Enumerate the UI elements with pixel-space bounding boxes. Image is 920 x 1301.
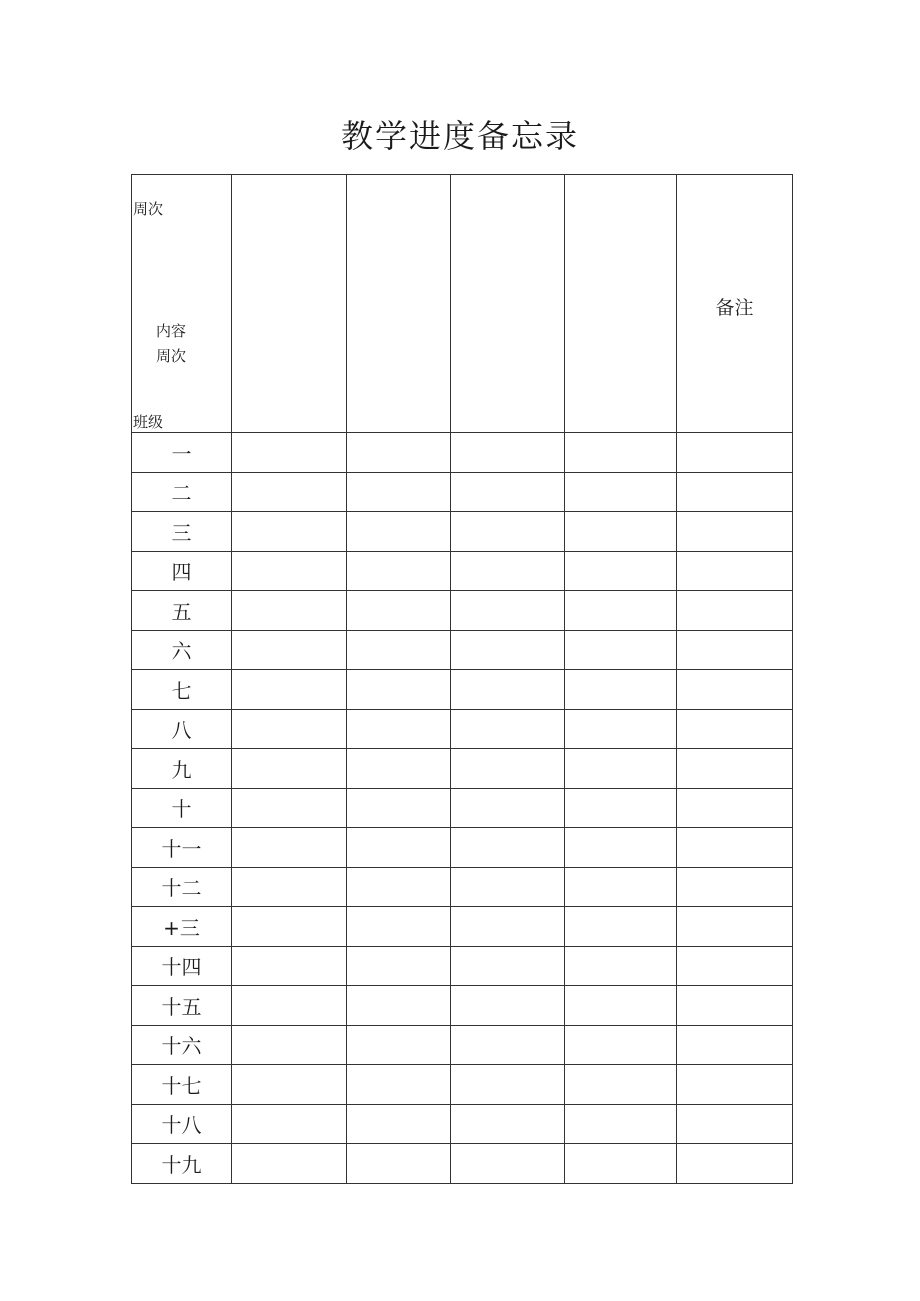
table-row (132, 946, 793, 986)
week-label-cell: 十 (132, 788, 232, 828)
content-cell[interactable] (565, 788, 677, 828)
content-cell[interactable] (232, 433, 347, 473)
content-cell[interactable] (347, 1065, 451, 1105)
remarks-cell[interactable] (677, 986, 793, 1026)
week-label-cell: 十五 (132, 986, 232, 1026)
table-row (132, 986, 793, 1026)
week-label-cell: 十七 (132, 1065, 232, 1105)
header-cell[interactable] (232, 175, 347, 433)
week-label-cell: 十一 (132, 828, 232, 868)
table-row (132, 1025, 793, 1065)
remarks-cell[interactable] (677, 907, 793, 947)
content-cell[interactable] (232, 867, 347, 907)
content-cell[interactable] (451, 670, 565, 710)
content-cell[interactable] (347, 867, 451, 907)
content-cell[interactable] (232, 828, 347, 868)
table-row (132, 1144, 793, 1184)
week-label-cell: 七 (132, 670, 232, 710)
content-cell[interactable] (565, 828, 677, 868)
week-label-cell: 四 (132, 551, 232, 591)
content-cell[interactable] (232, 1104, 347, 1144)
header-cell[interactable] (347, 175, 451, 433)
content-cell[interactable] (347, 709, 451, 749)
corner-label-class: 班级 (133, 413, 164, 431)
header-cell[interactable] (565, 175, 677, 433)
remarks-cell[interactable] (677, 1144, 793, 1184)
remarks-label: 备注 (715, 297, 754, 319)
content-cell[interactable] (347, 788, 451, 828)
content-cell[interactable] (232, 630, 347, 670)
content-cell[interactable] (565, 1065, 677, 1105)
content-cell[interactable] (565, 433, 677, 473)
remarks-cell[interactable] (677, 867, 793, 907)
remarks-cell[interactable] (677, 788, 793, 828)
content-cell[interactable] (451, 1065, 565, 1105)
content-cell[interactable] (565, 1025, 677, 1065)
content-cell[interactable] (347, 551, 451, 591)
content-cell[interactable] (347, 907, 451, 947)
content-cell[interactable] (232, 512, 347, 552)
content-cell[interactable] (347, 472, 451, 512)
remarks-cell[interactable] (677, 630, 793, 670)
content-cell[interactable] (232, 907, 347, 947)
content-cell[interactable] (565, 709, 677, 749)
remarks-cell[interactable] (677, 749, 793, 789)
week-label-cell: 二 (132, 472, 232, 512)
remarks-cell[interactable] (677, 1065, 793, 1105)
table-row (132, 630, 793, 670)
content-cell[interactable] (451, 867, 565, 907)
week-label-cell: 三 (132, 512, 232, 552)
table-row (132, 1104, 793, 1144)
page-title: 教学进度备忘录 (340, 117, 579, 155)
content-cell[interactable] (565, 670, 677, 710)
content-cell[interactable] (347, 670, 451, 710)
content-cell[interactable] (451, 828, 565, 868)
week-label-cell: 一 (132, 433, 232, 473)
corner-header-cell (132, 175, 232, 433)
remarks-cell[interactable] (677, 670, 793, 710)
table-row (132, 670, 793, 710)
remarks-cell[interactable] (677, 433, 793, 473)
table-row (132, 433, 793, 473)
content-cell[interactable] (451, 749, 565, 789)
table-row (132, 828, 793, 868)
content-cell[interactable] (565, 1104, 677, 1144)
remarks-cell[interactable] (677, 512, 793, 552)
week-label-cell: 十六 (132, 1025, 232, 1065)
content-cell[interactable] (232, 670, 347, 710)
content-cell[interactable] (347, 591, 451, 631)
content-cell[interactable] (451, 591, 565, 631)
content-cell[interactable] (232, 1144, 347, 1184)
remarks-cell[interactable] (677, 946, 793, 986)
content-cell[interactable] (232, 749, 347, 789)
week-label-cell: 十四 (132, 946, 232, 986)
corner-label-content: 内容 (156, 322, 187, 340)
corner-label-week: 周次 (133, 200, 164, 218)
content-cell[interactable] (451, 1025, 565, 1065)
content-cell[interactable] (565, 867, 677, 907)
content-cell[interactable] (451, 946, 565, 986)
content-cell[interactable] (347, 1144, 451, 1184)
content-cell[interactable] (451, 907, 565, 947)
header-cell[interactable] (451, 175, 565, 433)
remarks-header-cell (677, 175, 793, 433)
content-cell[interactable] (451, 986, 565, 1026)
table-row (132, 591, 793, 631)
content-cell[interactable] (565, 1144, 677, 1184)
content-cell[interactable] (565, 591, 677, 631)
table-header-row (132, 175, 793, 433)
corner-label-week-2: 周次 (156, 347, 187, 365)
remarks-cell[interactable] (677, 551, 793, 591)
content-cell[interactable] (565, 472, 677, 512)
remarks-cell[interactable] (677, 591, 793, 631)
content-cell[interactable] (451, 1144, 565, 1184)
table-row (132, 512, 793, 552)
remarks-cell[interactable] (677, 1104, 793, 1144)
content-cell[interactable] (232, 946, 347, 986)
content-cell[interactable] (347, 946, 451, 986)
content-cell[interactable] (232, 788, 347, 828)
content-cell[interactable] (232, 591, 347, 631)
table-row (132, 867, 793, 907)
content-cell[interactable] (347, 986, 451, 1026)
table-row (132, 1065, 793, 1105)
table-row (132, 472, 793, 512)
content-cell[interactable] (232, 986, 347, 1026)
content-cell[interactable] (451, 551, 565, 591)
content-cell[interactable] (565, 749, 677, 789)
content-cell[interactable] (451, 1104, 565, 1144)
content-cell[interactable] (232, 709, 347, 749)
content-cell[interactable] (347, 749, 451, 789)
content-cell[interactable] (565, 551, 677, 591)
table-row (132, 709, 793, 749)
content-cell[interactable] (565, 907, 677, 947)
content-cell[interactable] (347, 630, 451, 670)
content-cell[interactable] (565, 512, 677, 552)
week-label-cell: 六 (132, 630, 232, 670)
table-row (132, 907, 793, 947)
content-cell[interactable] (232, 1065, 347, 1105)
content-cell[interactable] (565, 986, 677, 1026)
remarks-cell[interactable] (677, 472, 793, 512)
table-row (132, 749, 793, 789)
week-label-cell: 十二 (132, 867, 232, 907)
remarks-cell[interactable] (677, 1025, 793, 1065)
content-cell[interactable] (565, 946, 677, 986)
table-row (132, 788, 793, 828)
content-cell[interactable] (347, 1025, 451, 1065)
week-label-cell: 十九 (132, 1144, 232, 1184)
week-label-cell: 五 (132, 591, 232, 631)
content-cell[interactable] (347, 433, 451, 473)
progress-table (131, 174, 793, 1184)
content-cell[interactable] (451, 630, 565, 670)
week-label-cell: 十八 (132, 1104, 232, 1144)
content-cell[interactable] (232, 472, 347, 512)
content-cell[interactable] (347, 1104, 451, 1144)
content-cell[interactable] (347, 828, 451, 868)
remarks-cell[interactable] (677, 828, 793, 868)
content-cell[interactable] (451, 709, 565, 749)
week-label-cell: 八 (132, 709, 232, 749)
remarks-cell[interactable] (677, 709, 793, 749)
content-cell[interactable] (347, 512, 451, 552)
content-cell[interactable] (451, 472, 565, 512)
content-cell[interactable] (565, 630, 677, 670)
content-cell[interactable] (451, 788, 565, 828)
content-cell[interactable] (232, 1025, 347, 1065)
table-row (132, 551, 793, 591)
week-label-cell: 九 (132, 749, 232, 789)
content-cell[interactable] (451, 433, 565, 473)
content-cell[interactable] (232, 551, 347, 591)
week-label-cell: +三 (132, 907, 232, 947)
content-cell[interactable] (451, 512, 565, 552)
